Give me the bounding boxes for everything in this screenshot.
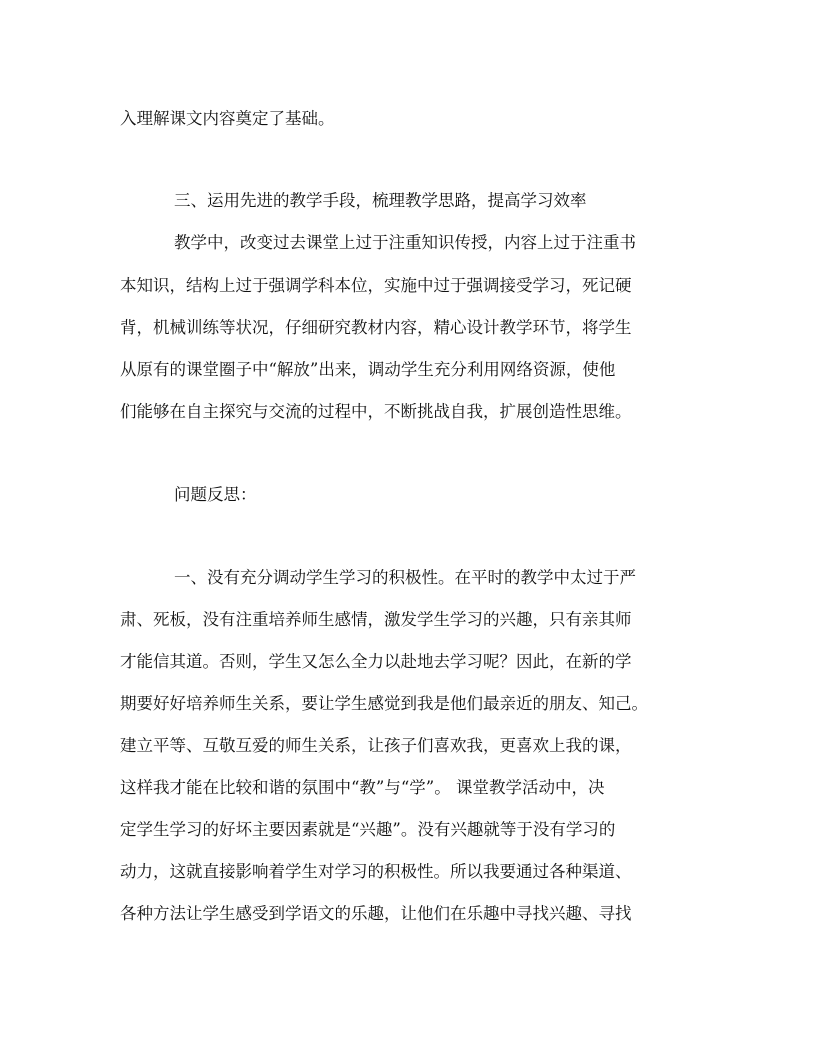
text-line: 一、没有充分调动学生学习的积极性。在平时的教学中太过于严 <box>174 568 636 587</box>
text-line: 才能信其道。否则，学生又怎么全力以赴地去学习呢？因此，在新的学 <box>120 652 632 671</box>
text-line: 背，机械训练等状况，仔细研究教材内容，精心设计教学环节，将学生 <box>120 318 632 337</box>
text-line: 各种方法让学生感受到学语文的乐趣，让他们在乐趣中寻找兴趣、寻找 <box>120 904 632 923</box>
text-line: 动力，这就直接影响着学生对学习的积极性。所以我要通过各种渠道、 <box>120 862 632 881</box>
section-heading: 三、运用先进的教学手段，梳理教学思路，提高学习效率 <box>174 191 587 210</box>
text-line: 教学中，改变过去课堂上过于注重知识传授，内容上过于注重书 <box>174 233 636 252</box>
text-line: 从原有的课堂圈子中“解放”出来，调动学生充分利用网络资源，使他 <box>120 360 616 379</box>
section-heading: 问题反思： <box>174 485 257 504</box>
text-line: 入理解课文内容奠定了基础。 <box>120 109 335 128</box>
text-line: 们能够在自主探究与交流的过程中，不断挑战自我，扩展创造性思维。 <box>120 402 632 421</box>
text-line: 定学生学习的好坏主要因素就是“兴趣”。没有兴趣就等于没有学习的 <box>120 820 616 839</box>
text-line: 期要好好培养师生关系，要让学生感觉到我是他们最亲近的朋友、知己。 <box>120 694 648 713</box>
text-line: 肃、死板，没有注重培养师生感情，激发学生学习的兴趣，只有亲其师 <box>120 610 632 629</box>
text-line: 这样我才能在比较和谐的氛围中“教”与“学”。 课堂教学活动中，决 <box>120 778 605 797</box>
text-line: 本知识，结构上过于强调学科本位，实施中过于强调接受学习，死记硬 <box>120 276 632 295</box>
text-line: 建立平等、互敬互爱的师生关系，让孩子们喜欢我，更喜欢上我的课， <box>120 736 632 755</box>
